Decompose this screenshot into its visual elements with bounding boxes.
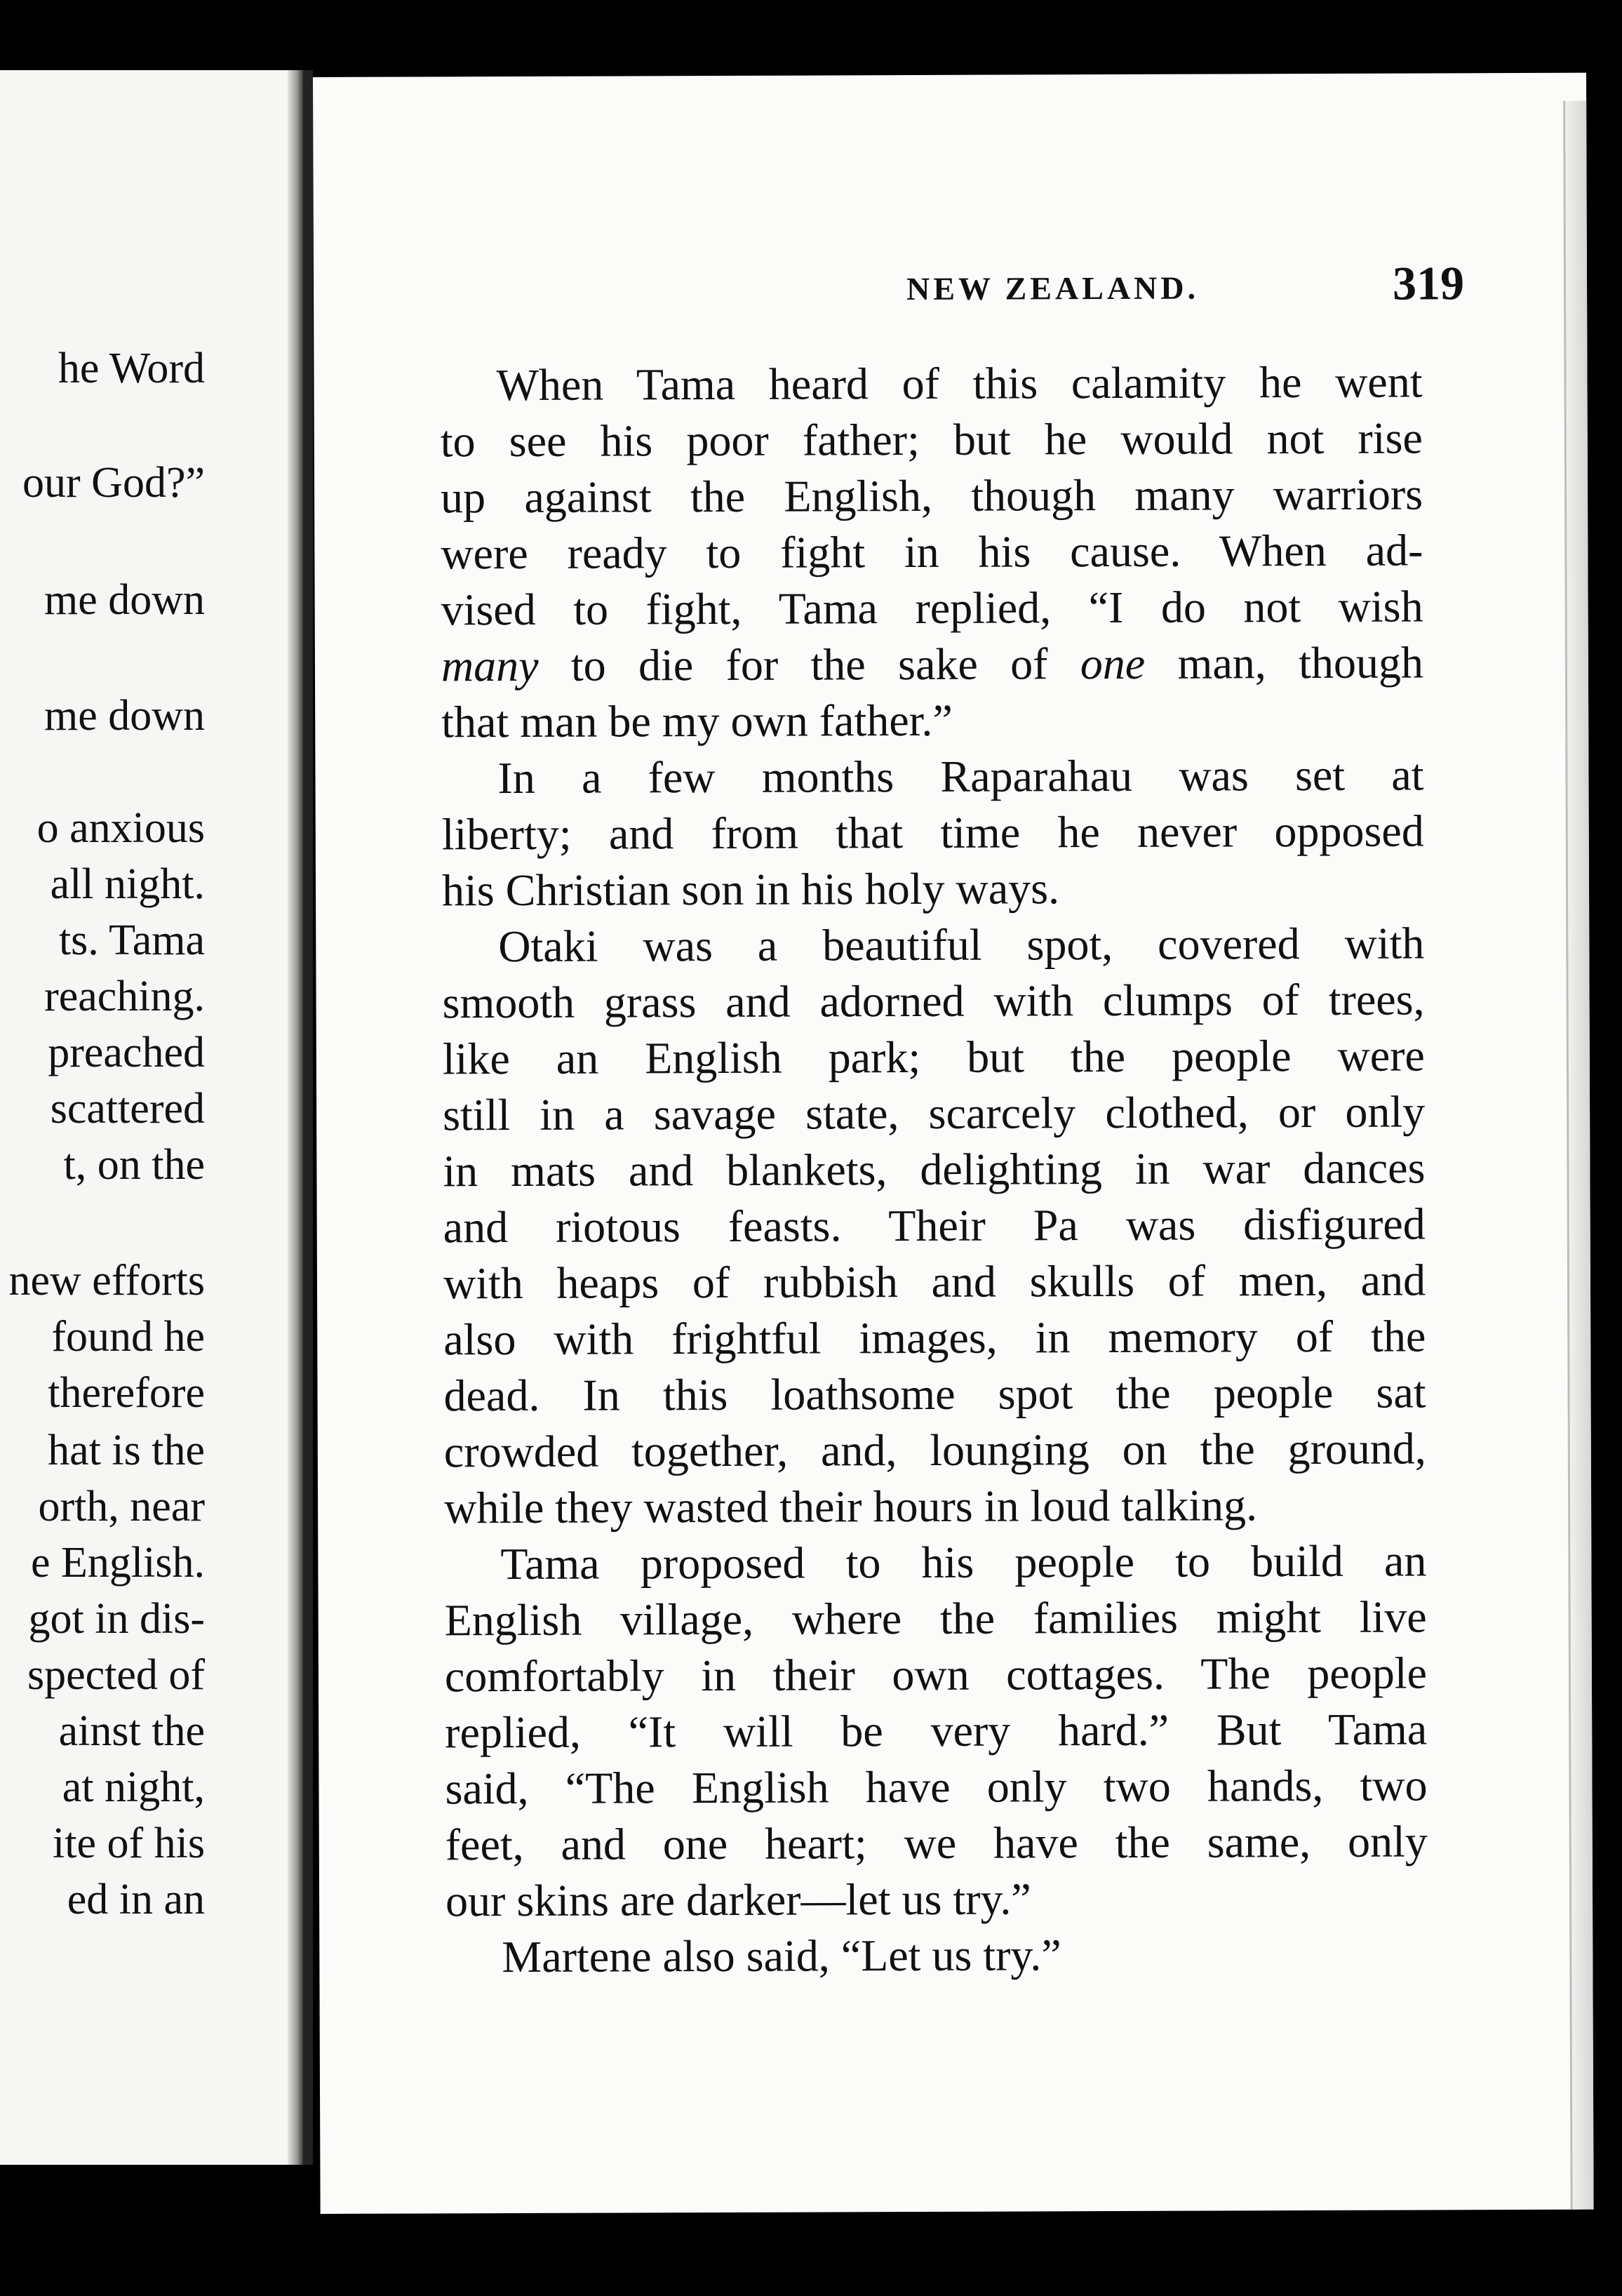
left-page-line: reaching. bbox=[44, 973, 205, 1020]
left-page-line: hat is the bbox=[48, 1427, 205, 1474]
text-line: comfortably in their own cottages. The people bbox=[444, 1648, 1428, 1702]
left-page-line: at night, bbox=[62, 1763, 205, 1811]
italic-word: one bbox=[1080, 638, 1146, 689]
left-page-line: preached bbox=[48, 1029, 205, 1076]
text-line: English village, where the families might live bbox=[444, 1591, 1427, 1646]
left-page-line: me down bbox=[43, 576, 205, 624]
text-line: while they wasted their hours in loud talking. bbox=[443, 1480, 1258, 1533]
left-page-line: he Word bbox=[58, 345, 205, 392]
running-head bbox=[440, 255, 1464, 322]
page-number: 319 bbox=[1392, 256, 1465, 310]
left-page-line: scattered bbox=[50, 1085, 205, 1133]
text-line: crowded together, and, lounging on the ground, bbox=[443, 1423, 1426, 1477]
text-line: his Christian son in his holy ways. bbox=[441, 863, 1060, 916]
left-page-line: ed in an bbox=[67, 1876, 205, 1923]
text-line: When Tama heard of this calamity he went bbox=[496, 356, 1423, 411]
text-line: replied, “It will be very hard.” But Tama bbox=[445, 1704, 1428, 1758]
left-page-line: new efforts bbox=[8, 1257, 205, 1304]
left-page-line: our God?” bbox=[22, 459, 205, 507]
text-line: were ready to fight in his cause. When ad- bbox=[441, 525, 1423, 579]
left-page-line: spected of bbox=[27, 1651, 205, 1699]
text-run: to die for the sake of bbox=[538, 639, 1080, 690]
left-page-line: got in dis- bbox=[28, 1595, 205, 1643]
paragraph bbox=[440, 354, 1423, 750]
left-page-gutter bbox=[288, 70, 303, 2165]
paragraph bbox=[442, 915, 1426, 1536]
left-page-line: all night. bbox=[50, 860, 205, 908]
text-run: man, though bbox=[1145, 637, 1424, 688]
text-line: Otaki was a beautiful spot, covered with bbox=[498, 918, 1425, 972]
running-title: NEW ZEALAND. bbox=[906, 269, 1200, 307]
text-line: smooth grass and adorned with clumps of trees, bbox=[442, 974, 1425, 1028]
text-line: like an English park; but the people were bbox=[442, 1030, 1425, 1084]
text-line: Tama proposed to his people to build an bbox=[500, 1535, 1427, 1589]
text-line: Martene also said, “Let us try.” bbox=[502, 1930, 1061, 1982]
text-line: said, “The English have only two hands, two bbox=[445, 1760, 1428, 1814]
left-page-line: o anxious bbox=[36, 804, 205, 852]
book-spine bbox=[303, 70, 313, 2165]
left-page-line: found he bbox=[51, 1313, 205, 1361]
text-line: In a few months Raparahau was set at bbox=[497, 749, 1424, 803]
text-line: vised to fight, Tama replied, “I do not wish bbox=[441, 581, 1423, 635]
text-line: with heaps of rubbish and skulls of men, and bbox=[443, 1255, 1426, 1309]
text-line: dead. In this loathsome spot the people sat bbox=[443, 1367, 1426, 1421]
left-page-line: ainst the bbox=[58, 1707, 205, 1755]
paragraph bbox=[445, 1925, 1428, 1985]
text-line: feet, and one heart; we have the same, only bbox=[445, 1816, 1428, 1870]
text-line: to see his poor father; but he would not rise bbox=[440, 413, 1423, 467]
left-page-line: orth, near bbox=[38, 1483, 205, 1530]
left-page-line: e English. bbox=[31, 1539, 205, 1587]
left-page-fragment bbox=[0, 70, 303, 2165]
text-line: our skins are darker—let us try.” bbox=[445, 1874, 1031, 1926]
text-line: still in a savage state, scarcely clothed, or only bbox=[443, 1086, 1426, 1140]
text-line: also with frightful images, in memory of the bbox=[443, 1311, 1426, 1365]
right-page bbox=[313, 73, 1594, 2214]
text-line: liberty; and from that time he never opposed bbox=[441, 806, 1424, 860]
left-page-line: me down bbox=[43, 692, 205, 740]
text-line: up against the English, though many warriors bbox=[440, 469, 1423, 523]
left-page-line: therefore bbox=[48, 1369, 205, 1417]
body-text bbox=[440, 354, 1428, 1985]
text-line: and riotous feasts. Their Pa was disfigured bbox=[443, 1199, 1426, 1253]
paragraph bbox=[441, 747, 1424, 919]
italic-word: many bbox=[441, 640, 539, 691]
text-line: that man be my own father.” bbox=[441, 695, 953, 747]
left-page-line: ite of his bbox=[53, 1820, 205, 1867]
page-edge bbox=[1563, 101, 1593, 2210]
text-line bbox=[441, 634, 1423, 694]
paragraph bbox=[444, 1533, 1428, 1929]
left-page-line: t, on the bbox=[63, 1141, 205, 1189]
left-page-line: ts. Tama bbox=[58, 916, 205, 964]
text-line: in mats and blankets, delighting in war dances bbox=[443, 1142, 1426, 1196]
